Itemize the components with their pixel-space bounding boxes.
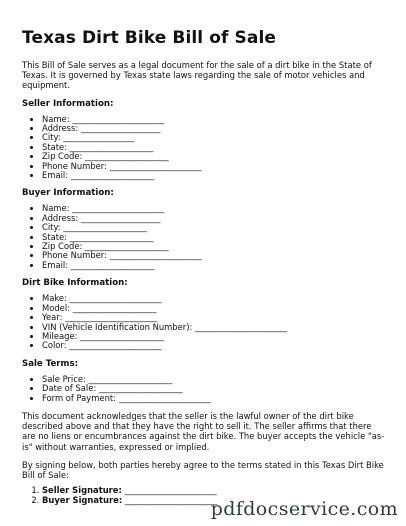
sale-date-field: • Date of Sale: ____________________ [42, 384, 386, 393]
bike-mileage-field: • Mileage: ____________________ [42, 332, 386, 341]
buyer-heading: Buyer Information: [22, 188, 114, 199]
acknowledgment-paragraph: This document acknowledges that the seller is the lawful owner of the dirt bike described above and that they have the right to sell it. The seller affirms that there are no liens or encumbrances against the dirt bike. The buyer accepts the vehicle "as-is" without warranties, expressed or implied. [22, 410, 385, 452]
buyer-signature-blank: ______________________ [122, 495, 217, 506]
buyer-zip-field: • Zip Code: ____________________ [42, 242, 386, 251]
seller-signature-line [42, 485, 386, 495]
buyer-city-field: • City: ____________________ [42, 223, 386, 232]
seller-zip-field: • Zip Code: ____________________ [42, 152, 386, 161]
seller-fields-list [22, 115, 386, 181]
seller-signature-blank: ______________________ [121, 485, 217, 496]
buyer-email-field: • Email: ____________________ [42, 261, 386, 270]
agreement-paragraph: By signing below, both parties hereby agree to the terms stated in this Texas Dirt Bike Bill of Sale: [22, 459, 384, 480]
intro-paragraph: This Bill of Sale serves as a legal document for the sale of a dirt bike in the State of Texas. It is governed by Texas state laws regarding the sale of motor vehicles and equipment. [22, 60, 372, 91]
buyer-phone-field: • Phone Number: ______________________ [42, 251, 386, 260]
seller-phone-field: • Phone Number: ______________________ [42, 162, 386, 171]
bike-fields-list [22, 294, 386, 350]
document-title: Texas Dirt Bike Bill of Sale [22, 28, 277, 48]
payment-form-field: • Form of Payment: ______________________ [42, 394, 386, 403]
bike-make-field: • Make: ______________________ [42, 294, 386, 303]
sale-price-field: • Sale Price: ____________________ [42, 375, 386, 384]
seller-address-field: • Address: ___________________ [42, 124, 386, 133]
terms-heading: Sale Terms: [22, 358, 79, 369]
buyer-name-field: • Name: ______________________ [42, 204, 386, 213]
bike-model-field: • Model: ____________________ [42, 304, 386, 313]
bike-color-field: • Color: ______________________ [42, 341, 386, 350]
buyer-address-field: • Address: ___________________ [42, 214, 386, 223]
bike-year-field: • Year: ______________________ [42, 313, 386, 322]
seller-state-field: • State: ____________________ [42, 143, 386, 152]
bike-vin-field: • VIN (Vehicle Identification Number): ______________________ [42, 323, 386, 332]
buyer-fields-list [22, 204, 386, 270]
bike-heading: Dirt Bike Information: [22, 278, 128, 289]
seller-heading: Seller Information: [22, 98, 114, 109]
buyer-signature-label: Buyer Signature: [42, 495, 123, 506]
watermark-logo: pdfdocservice.com [210, 498, 398, 520]
terms-fields-list [22, 375, 386, 403]
seller-signature-label: Seller Signature: [42, 485, 122, 496]
buyer-state-field: • State: ____________________ [42, 233, 386, 242]
seller-email-field: • Email: ____________________ [42, 171, 386, 180]
seller-name-field: • Name: ______________________ [42, 115, 386, 124]
seller-city-field: • City: _________________ [42, 133, 386, 142]
